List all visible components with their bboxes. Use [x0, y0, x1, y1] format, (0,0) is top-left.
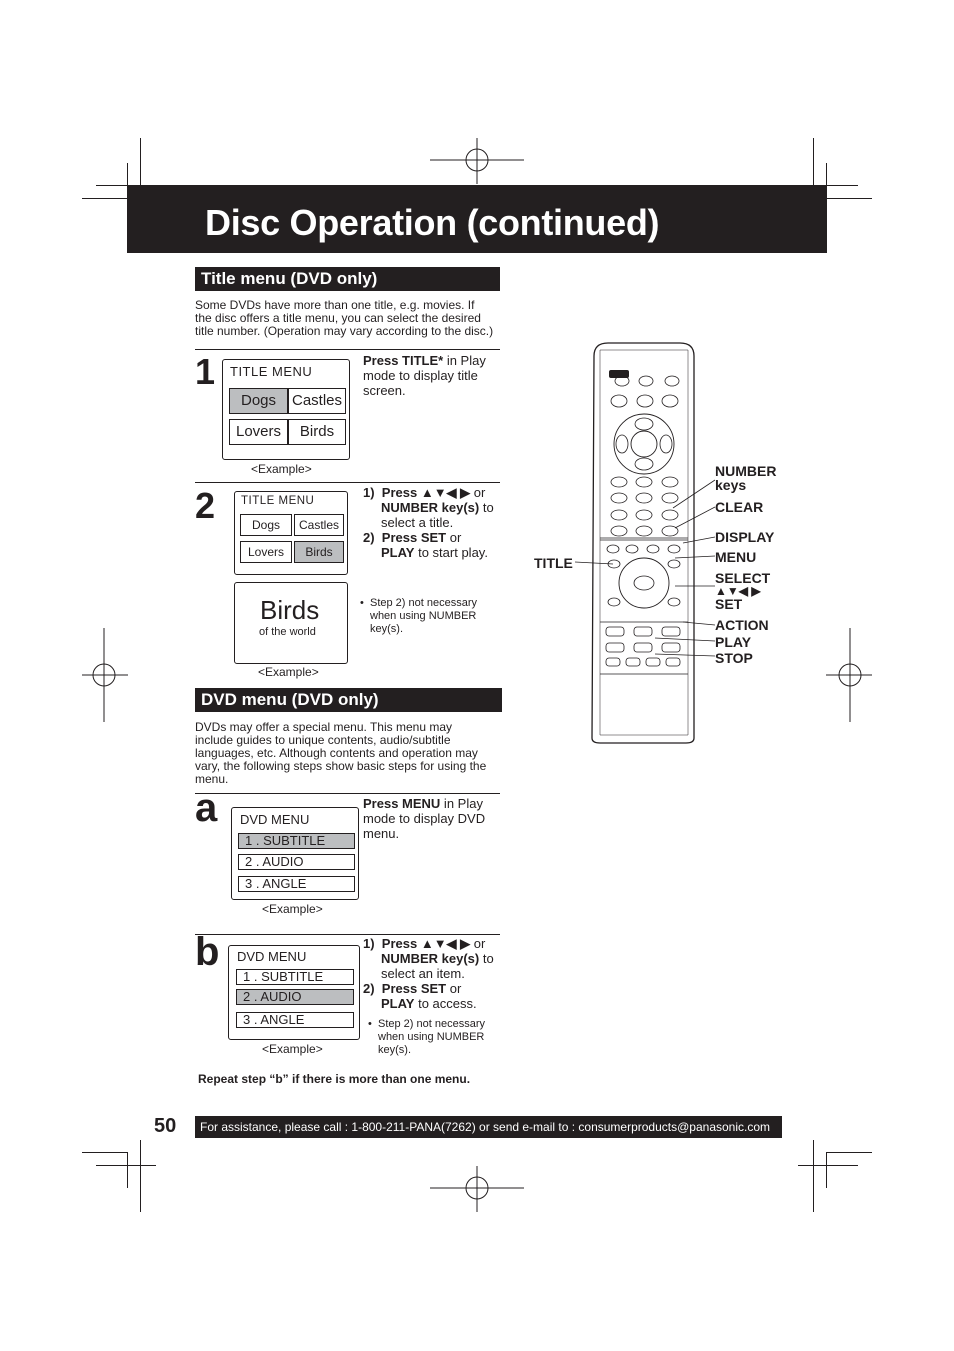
- example-caption: <Example>: [251, 462, 312, 476]
- menu-cell-dogs[interactable]: Dogs: [240, 514, 292, 536]
- divider: [195, 482, 500, 483]
- title-menu-intro: Some DVDs have more than one title, e.g. movies. If the disc offers a title menu, you can select the desired title number. (Operation may vary according to the disc.): [195, 298, 494, 338]
- screen-label: TITLE MENU: [230, 364, 313, 379]
- dvd-menu-intro: DVDs may offer a special menu. This menu may include guides to unique contents, audio/subtitle languages, etc. Although contents and operation may vary, the following steps show basic steps for using the menu.: [195, 720, 487, 786]
- page-title: Disc Operation (continued): [205, 202, 660, 243]
- menu-cell-lovers[interactable]: Lovers: [240, 541, 292, 563]
- dvd-menu-screen: [231, 807, 359, 900]
- step-number: 1: [195, 351, 216, 392]
- divider: [195, 349, 500, 350]
- menu-item-subtitle[interactable]: 1 . SUBTITLE: [238, 833, 355, 849]
- divider: [195, 934, 500, 935]
- step-number: 2: [195, 485, 216, 526]
- divider: [195, 793, 500, 794]
- example-caption: <Example>: [262, 1042, 323, 1056]
- dvd-menu-heading: DVD menu (DVD only): [195, 688, 502, 712]
- step-letter: a: [195, 786, 218, 830]
- menu-cell-birds[interactable]: Birds: [288, 419, 346, 445]
- screen-label: DVD MENU: [237, 949, 307, 964]
- menu-item-subtitle[interactable]: 1 . SUBTITLE: [236, 969, 354, 985]
- menu-cell-dogs[interactable]: Dogs: [229, 388, 288, 414]
- title-menu-screen-selected: [234, 491, 348, 575]
- stepb-note: • Step 2) not necessary when using NUMBER key(s).: [368, 1018, 486, 1056]
- remote-label-title: TITLE: [534, 555, 573, 571]
- menu-cell-castles[interactable]: Castles: [288, 388, 346, 414]
- footer-text: For assistance, please call : 1-800-211-PANA(7262) or send e-mail to : consumerproducts@panasonic.com: [200, 1120, 771, 1134]
- remote-label-menu: MENU: [715, 549, 757, 565]
- menu-cell-birds[interactable]: Birds: [294, 541, 344, 563]
- menu-item-audio[interactable]: 2 . AUDIO: [238, 854, 355, 870]
- remote-label-arrows: ▲▼◀ ▶: [715, 584, 761, 598]
- page-title-bar: [127, 185, 827, 253]
- playback-screen: [234, 582, 348, 664]
- repeat-note: Repeat step “b” if there is more than one menu.: [198, 1072, 471, 1086]
- step2-note: • Step 2) not necessary when using NUMBER key(s).: [360, 597, 478, 635]
- dvd-menu-screen-selected: [228, 945, 360, 1040]
- menu-item-angle[interactable]: 3 . ANGLE: [238, 876, 355, 892]
- footer-bar: [195, 1116, 782, 1138]
- example-caption: <Example>: [258, 665, 319, 679]
- menu-item-angle[interactable]: 3 . ANGLE: [236, 1012, 354, 1028]
- menu-cell-lovers[interactable]: Lovers: [229, 419, 288, 445]
- title-menu-screen: [222, 359, 350, 460]
- remote-label-action: ACTION: [715, 617, 769, 633]
- stepb-instructions: 1) Press ▲▼◀ ▶ or NUMBER key(s) to select an item. 2) Press SET or PLAY to access.: [363, 936, 494, 1011]
- remote-label-select: SELECT: [715, 570, 771, 586]
- step2-instructions: 1) Press ▲▼◀ ▶ or NUMBER key(s) to select a title. 2) Press SET or PLAY to start play.: [363, 485, 494, 560]
- title-menu-heading: Title menu (DVD only): [195, 267, 500, 291]
- step-letter: b: [195, 930, 220, 974]
- remote-label-stop: STOP: [715, 650, 753, 666]
- screen-label: TITLE MENU: [241, 495, 315, 507]
- step1-instruction: Press TITLE* in Play mode to display title screen.: [363, 353, 486, 398]
- remote-label-number: NUMBER keys: [715, 463, 777, 493]
- remote-label-clear: CLEAR: [715, 499, 764, 515]
- remote-label-play: PLAY: [715, 634, 752, 650]
- result-subtitle: of the world: [259, 626, 316, 638]
- remote-label-set: SET: [715, 596, 743, 612]
- menu-cell-castles[interactable]: Castles: [294, 514, 344, 536]
- remote-label-display: DISPLAY: [715, 529, 775, 545]
- menu-item-audio[interactable]: 2 . AUDIO: [236, 989, 354, 1005]
- example-caption: <Example>: [262, 902, 323, 916]
- page-number: 50: [154, 1115, 177, 1137]
- screen-label: DVD MENU: [240, 812, 310, 827]
- remote-callout-lines: [575, 468, 720, 668]
- result-title: Birds: [260, 595, 320, 625]
- stepa-instruction: Press MENU in Play mode to display DVD menu.: [363, 796, 486, 841]
